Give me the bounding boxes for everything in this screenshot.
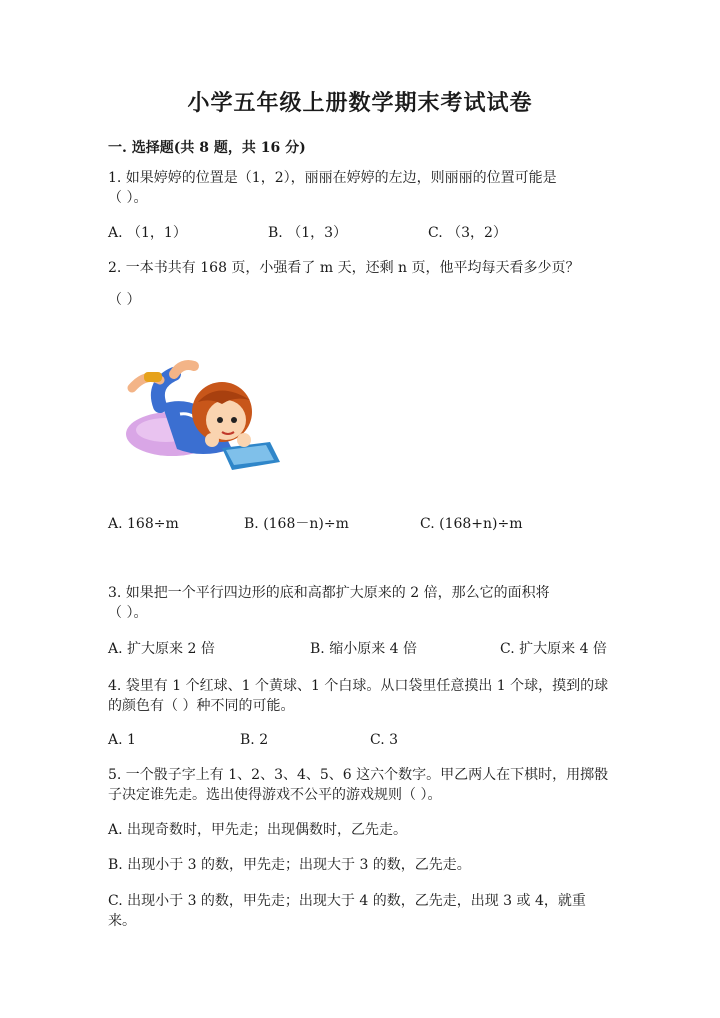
- q2-option-a: A. 168÷m: [108, 516, 179, 532]
- q1-option-c: C. （3，2）: [428, 225, 507, 241]
- q3-option-a: A. 扩大原来 2 倍: [108, 641, 215, 657]
- exam-title: 小学五年级上册数学期末考试试卷: [187, 90, 533, 116]
- q5-option-a: A. 出现奇数时，甲先走；出现偶数时，乙先走。: [108, 822, 408, 838]
- q5-stem-cont: 子决定谁先走。选出使得游戏不公平的游戏规则（ ）。: [108, 787, 442, 803]
- q2-option-c: C. (168+n)÷m: [420, 516, 523, 532]
- q4-option-b: B. 2: [240, 732, 269, 748]
- q3-option-c: C. 扩大原来 4 倍: [500, 641, 607, 657]
- q3-option-b: B. 缩小原来 4 倍: [310, 641, 417, 657]
- q1-stem: 1. 如果婷婷的位置是（1，2），丽丽在婷婷的左边，则丽丽的位置可能是: [108, 170, 557, 186]
- q1-blank: （ ）。: [108, 190, 148, 206]
- q4-stem-cont: 的颜色有（ ）种不同的可能。: [108, 698, 295, 714]
- q2-option-b: B. (168－n)÷m: [244, 516, 349, 532]
- q5-stem: 5. 一个骰子字上有 1、2、3、4、5、6 这六个数字。甲乙两人在下棋时，用掷骰: [108, 767, 609, 783]
- q3-blank: （ ）。: [108, 605, 148, 621]
- section-heading: 一. 选择题(共 8 题，共 16 分): [108, 140, 306, 156]
- q1-option-a: A. （1，1）: [108, 225, 187, 241]
- q4-option-a: A. 1: [108, 732, 136, 748]
- q1-option-b: B. （1，3）: [268, 225, 348, 241]
- q5-option-b: B. 出现小于 3 的数，甲先走；出现大于 3 的数，乙先走。: [108, 857, 471, 873]
- q5-option-c-cont: 来。: [108, 913, 136, 929]
- child-reading-illustration: [122, 344, 284, 474]
- q2-blank: （ ）: [108, 292, 141, 308]
- q5-option-c: C. 出现小于 3 的数，甲先走；出现大于 4 的数，乙先走，出现 3 或 4，就重: [108, 893, 586, 909]
- q4-option-c: C. 3: [370, 732, 399, 748]
- q4-stem: 4. 袋里有 1 个红球、1 个黄球、1 个白球。从口袋里任意摸出 1 个球，摸到的球: [108, 678, 609, 694]
- q2-stem: 2. 一本书共有 168 页，小强看了 m 天，还剩 n 页，他平均每天看多少页？: [108, 260, 580, 276]
- q3-stem: 3. 如果把一个平行四边形的底和高都扩大原来的 2 倍，那么它的面积将: [108, 585, 550, 601]
